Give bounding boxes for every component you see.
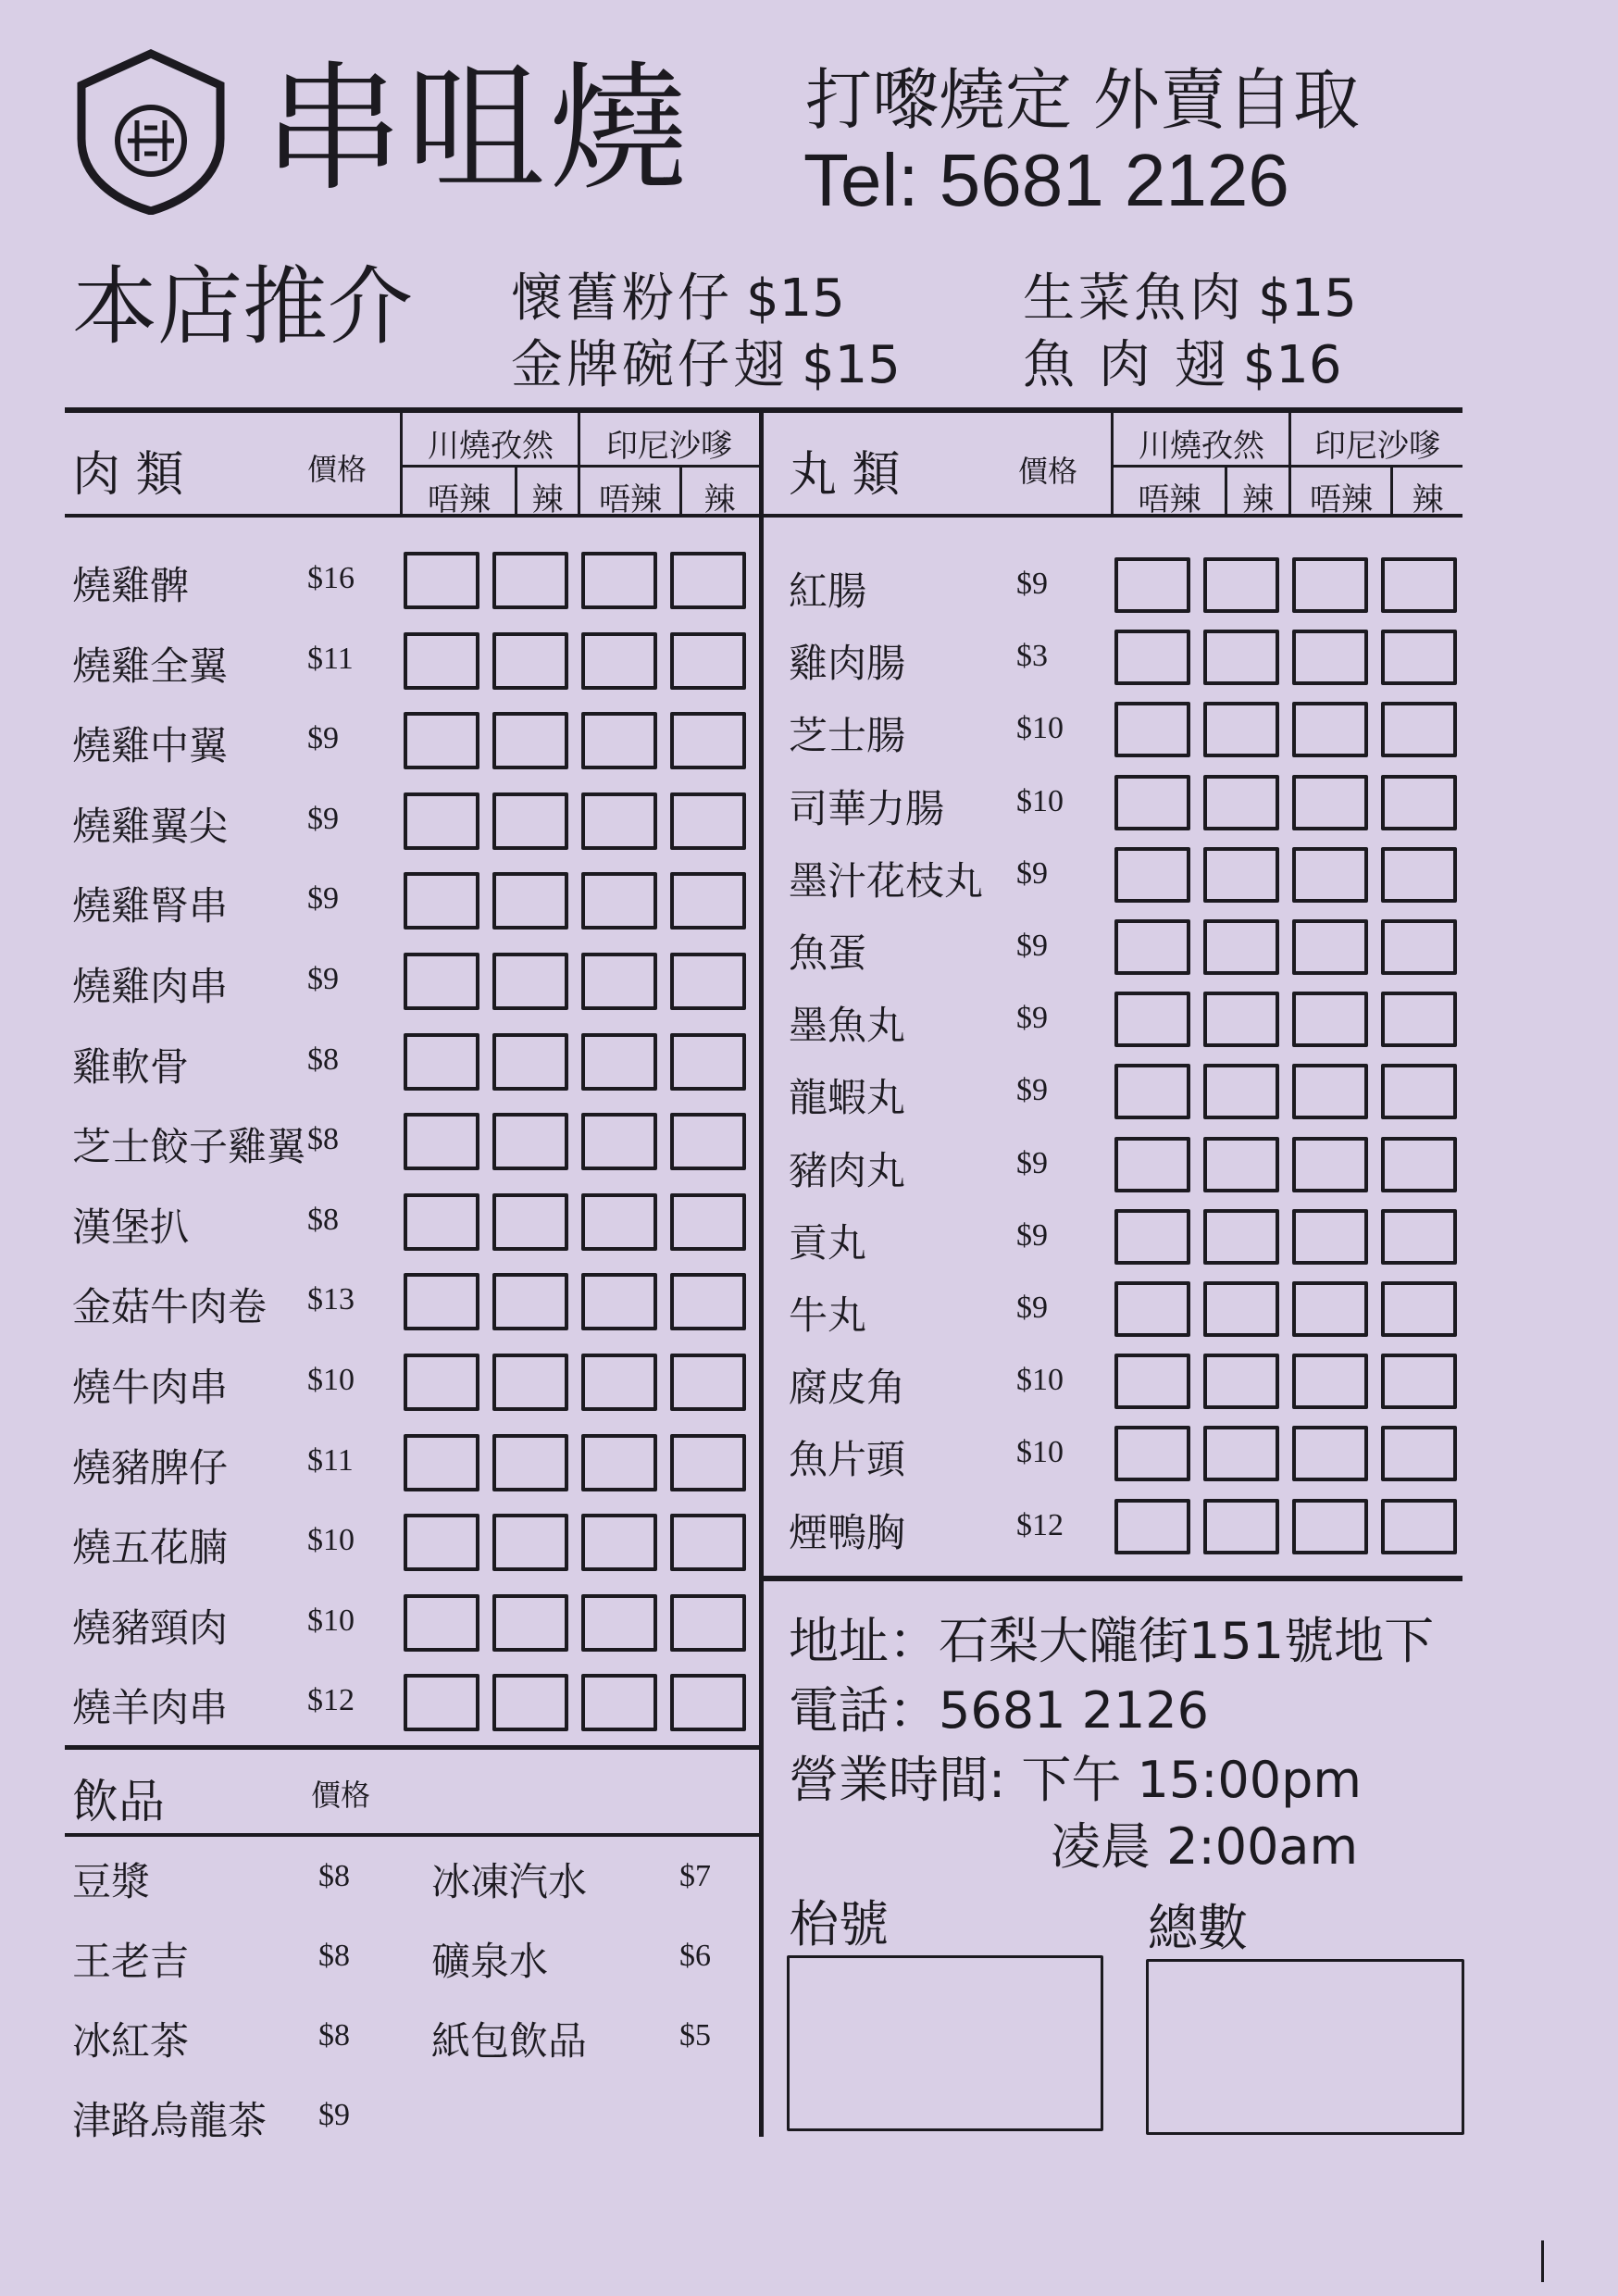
- meat-item-name: 雞軟骨: [72, 1043, 190, 1090]
- total-box[interactable]: [1146, 1959, 1464, 2135]
- drinks-price-header: 價格: [311, 1778, 371, 1813]
- meat-item-name: 漢堡扒: [72, 1204, 190, 1250]
- drink-price: $9: [318, 2098, 350, 2132]
- balls-checkbox-sauce2-notspicy[interactable]: [1292, 1209, 1368, 1265]
- recommend-item: [1023, 324, 1342, 398]
- drink-name: 冰紅茶: [72, 2018, 190, 2064]
- phone: 電話：5681 2126: [789, 1681, 1210, 1740]
- balls-checkbox-sauce1-spicy[interactable]: [1203, 1064, 1279, 1119]
- balls-checkbox-sauce2-spicy[interactable]: [1381, 775, 1457, 830]
- balls-checkbox-sauce1-spicy[interactable]: [1203, 847, 1279, 903]
- balls-checkbox-sauce2-spicy[interactable]: [1381, 992, 1457, 1047]
- meat-item-name: 燒牛肉串: [72, 1365, 229, 1410]
- balls-checkbox-sauce1-notspicy[interactable]: [1114, 919, 1190, 975]
- balls-checkbox-sauce1-spicy[interactable]: [1203, 1426, 1279, 1481]
- meat-checkbox-sauce2-notspicy[interactable]: [581, 872, 657, 930]
- balls-checkbox-sauce1-notspicy[interactable]: [1114, 630, 1190, 685]
- meat-checkbox-sauce1-notspicy[interactable]: [404, 792, 479, 850]
- balls-checkbox-sauce2-notspicy[interactable]: [1292, 1137, 1368, 1192]
- meat-checkbox-sauce2-notspicy[interactable]: [581, 1514, 657, 1571]
- table-number-box[interactable]: [787, 1955, 1103, 2131]
- meat-checkbox-sauce1-spicy[interactable]: [492, 953, 568, 1010]
- meat-item-price: $10: [307, 1603, 355, 1638]
- meat-checkbox-sauce1-spicy[interactable]: [492, 792, 568, 850]
- meat-checkbox-sauce2-notspicy[interactable]: [581, 1273, 657, 1330]
- balls-checkbox-sauce2-notspicy[interactable]: [1292, 1064, 1368, 1119]
- meat-checkbox-sauce2-notspicy[interactable]: [581, 552, 657, 609]
- drink-name: 紙包飲品: [431, 2018, 588, 2064]
- meat-s2-spicy: 辣: [703, 481, 736, 518]
- meat-checkbox-sauce1-spicy[interactable]: [492, 1193, 568, 1251]
- divider-drinks-bottom: [65, 1833, 761, 1837]
- balls-item-name: 貢丸: [789, 1219, 867, 1266]
- balls-checkbox-sauce1-notspicy[interactable]: [1114, 557, 1190, 613]
- meat-checkbox-sauce1-spicy[interactable]: [492, 632, 568, 690]
- drink-price: $6: [679, 1939, 711, 1973]
- balls-checkbox-sauce1-notspicy[interactable]: [1114, 1354, 1190, 1409]
- balls-checkbox-sauce1-spicy[interactable]: [1203, 630, 1279, 685]
- balls-checkbox-sauce2-spicy[interactable]: [1381, 557, 1457, 613]
- balls-item-price: $10: [1016, 783, 1064, 818]
- balls-checkbox-sauce2-notspicy[interactable]: [1292, 1499, 1368, 1554]
- balls-s2-notspicy: 唔辣: [1310, 481, 1373, 518]
- recommend-item-name: 金牌碗仔翅: [511, 335, 789, 395]
- balls-item-name: 雞肉腸: [789, 641, 906, 687]
- balls-s1-spicy: 辣: [1242, 481, 1274, 518]
- recommend-item-name: 懷舊粉仔: [511, 268, 733, 329]
- balls-checkbox-sauce2-notspicy[interactable]: [1292, 1354, 1368, 1409]
- meat-checkbox-sauce1-spicy[interactable]: [492, 1273, 568, 1330]
- meat-title: 肉 類: [72, 447, 184, 503]
- recommend-item-price: $15: [802, 335, 901, 395]
- balls-item-price: $9: [1016, 1001, 1048, 1036]
- hours-line-1: 營業時間: 下午 15:00pm: [789, 1751, 1363, 1809]
- meat-item-name: 燒雞全翼: [72, 643, 229, 689]
- meat-checkbox-sauce1-notspicy[interactable]: [404, 1674, 479, 1731]
- meat-s1-notspicy: 唔辣: [428, 481, 491, 518]
- balls-checkbox-sauce1-notspicy[interactable]: [1114, 1426, 1190, 1481]
- balls-item-name: 煙鴨胸: [789, 1509, 906, 1555]
- balls-sauce2-header: 印尼沙嗲: [1314, 428, 1440, 465]
- meat-checkbox-sauce2-notspicy[interactable]: [581, 712, 657, 769]
- drink-price: $5: [679, 2018, 711, 2053]
- drink-name: 津路烏龍茶: [72, 2098, 268, 2143]
- balls-checkbox-sauce1-spicy[interactable]: [1203, 1281, 1279, 1337]
- meat-checkbox-sauce1-spicy[interactable]: [492, 1594, 568, 1652]
- balls-checkbox-sauce2-spicy[interactable]: [1381, 630, 1457, 685]
- meat-checkbox-sauce1-spicy[interactable]: [492, 872, 568, 930]
- meat-checkbox-sauce2-notspicy[interactable]: [581, 1033, 657, 1091]
- balls-checkbox-sauce2-spicy[interactable]: [1381, 1209, 1457, 1265]
- meat-item-name: 燒雞肉串: [72, 964, 229, 1009]
- recommend-item: [511, 257, 845, 331]
- balls-title: 丸 類: [789, 447, 901, 503]
- balls-item-price: $9: [1016, 1145, 1048, 1180]
- meat-checkbox-sauce2-notspicy[interactable]: [581, 632, 657, 690]
- balls-s1-notspicy: 唔辣: [1138, 481, 1201, 518]
- balls-price-header: 價格: [1018, 454, 1078, 489]
- recommend-item-price: $16: [1242, 335, 1342, 395]
- balls-item-name: 墨汁花枝丸: [789, 857, 984, 904]
- header-tel: Tel: 5681 2126: [803, 139, 1289, 221]
- meat-checkbox-sauce2-notspicy[interactable]: [581, 1674, 657, 1731]
- meat-checkbox-sauce1-notspicy[interactable]: [404, 1354, 479, 1411]
- meat-item-price: $9: [307, 962, 339, 996]
- meat-checkbox-sauce1-notspicy[interactable]: [404, 1594, 479, 1652]
- meat-checkbox-sauce1-spicy[interactable]: [492, 712, 568, 769]
- meat-checkbox-sauce1-notspicy[interactable]: [404, 1113, 479, 1170]
- address: 地址：石梨大隴街151號地下: [789, 1612, 1435, 1670]
- balls-checkbox-sauce2-spicy[interactable]: [1381, 702, 1457, 757]
- balls-item-name: 紅腸: [789, 568, 867, 614]
- meat-checkbox-sauce1-spicy[interactable]: [492, 1354, 568, 1411]
- meat-checkbox-sauce2-spicy[interactable]: [670, 712, 746, 769]
- meat-checkbox-sauce2-spicy[interactable]: [670, 1354, 746, 1411]
- meat-checkbox-sauce1-spicy[interactable]: [492, 1434, 568, 1491]
- meat-item-price: $11: [307, 1442, 354, 1478]
- balls-checkbox-sauce1-spicy[interactable]: [1203, 702, 1279, 757]
- divider-center: [759, 413, 764, 2137]
- meat-item-price: $13: [307, 1282, 355, 1317]
- balls-checkbox-sauce1-spicy[interactable]: [1203, 1209, 1279, 1265]
- meat-checkbox-sauce1-notspicy[interactable]: [404, 1514, 479, 1571]
- meat-checkbox-sauce2-spicy[interactable]: [670, 552, 746, 609]
- balls-checkbox-sauce1-notspicy[interactable]: [1114, 1137, 1190, 1192]
- balls-checkbox-sauce2-notspicy[interactable]: [1292, 775, 1368, 830]
- balls-item-price: $9: [1016, 567, 1048, 601]
- meat-checkbox-sauce1-notspicy[interactable]: [404, 632, 479, 690]
- meat-item-name: 金菇牛肉卷: [72, 1284, 268, 1330]
- recommend-item-name: 魚 肉 翅: [1023, 335, 1230, 395]
- balls-checkbox-sauce2-notspicy[interactable]: [1292, 702, 1368, 757]
- drink-price: $8: [318, 1939, 350, 1973]
- divider-top: [65, 407, 1462, 413]
- balls-checkbox-sauce2-spicy[interactable]: [1381, 1354, 1457, 1409]
- balls-item-price: $9: [1016, 1073, 1048, 1108]
- total-label: 總數: [1148, 1899, 1248, 1957]
- meat-item-price: $12: [307, 1683, 355, 1718]
- meat-checkbox-sauce2-spicy[interactable]: [670, 632, 746, 690]
- meat-checkbox-sauce1-notspicy[interactable]: [404, 1434, 479, 1491]
- balls-item-name: 芝士腸: [789, 713, 906, 759]
- balls-item-price: $3: [1016, 639, 1048, 674]
- meat-checkbox-sauce2-notspicy[interactable]: [581, 792, 657, 850]
- meat-item-name: 芝士餃子雞翼: [72, 1124, 306, 1170]
- balls-checkbox-sauce2-notspicy[interactable]: [1292, 557, 1368, 613]
- balls-checkbox-sauce2-notspicy[interactable]: [1292, 847, 1368, 903]
- balls-checkbox-sauce1-spicy[interactable]: [1203, 1354, 1279, 1409]
- meat-item-name: 燒雞腎串: [72, 883, 229, 930]
- balls-checkbox-sauce2-spicy[interactable]: [1381, 847, 1457, 903]
- balls-checkbox-sauce2-spicy[interactable]: [1381, 919, 1457, 975]
- balls-checkbox-sauce1-spicy[interactable]: [1203, 775, 1279, 830]
- meat-item-name: 燒五花腩: [72, 1525, 229, 1571]
- meat-checkbox-sauce2-spicy[interactable]: [670, 1434, 746, 1491]
- meat-item-price: $9: [307, 721, 339, 756]
- meat-item-price: $16: [307, 561, 355, 595]
- meat-checkbox-sauce2-spicy[interactable]: [670, 792, 746, 850]
- meat-checkbox-sauce1-notspicy[interactable]: [404, 872, 479, 930]
- balls-item-price: $9: [1016, 929, 1048, 963]
- drink-name: 礦泉水: [431, 1939, 549, 1984]
- balls-s2-spicy: 辣: [1412, 481, 1444, 518]
- corner-mark: [1541, 2240, 1544, 2282]
- drinks-title: 飲品: [72, 1775, 165, 1828]
- divider-info-top: [761, 1576, 1462, 1581]
- meat-checkbox-sauce2-spicy[interactable]: [670, 953, 746, 1010]
- balls-checkbox-sauce2-notspicy[interactable]: [1292, 1426, 1368, 1481]
- balls-item-name: 龍蝦丸: [789, 1075, 906, 1121]
- meat-checkbox-sauce2-notspicy[interactable]: [581, 1113, 657, 1170]
- balls-checkbox-sauce2-notspicy[interactable]: [1292, 919, 1368, 975]
- meat-s1-spicy: 辣: [531, 481, 564, 518]
- meat-checkbox-sauce1-notspicy[interactable]: [404, 953, 479, 1010]
- meat-checkbox-sauce1-notspicy[interactable]: [404, 1193, 479, 1251]
- meat-sauce1-header: 川燒孜然: [428, 428, 554, 465]
- meat-item-name: 燒雞髀: [72, 563, 190, 608]
- meat-item-name: 燒雞翼尖: [72, 803, 229, 849]
- recommend-item-price: $15: [1258, 268, 1357, 329]
- balls-checkbox-sauce2-spicy[interactable]: [1381, 1281, 1457, 1337]
- balls-item-name: 牛丸: [789, 1292, 867, 1338]
- meat-s2-notspicy: 唔辣: [599, 481, 662, 518]
- meat-price-header: 價格: [307, 452, 367, 487]
- meat-checkbox-sauce1-notspicy[interactable]: [404, 1273, 479, 1330]
- balls-item-price: $9: [1016, 855, 1048, 891]
- balls-item-name: 腐皮角: [789, 1365, 906, 1411]
- meat-item-price: $8: [307, 1042, 339, 1077]
- balls-checkbox-sauce1-notspicy[interactable]: [1114, 775, 1190, 830]
- balls-checkbox-sauce2-spicy[interactable]: [1381, 1137, 1457, 1192]
- meat-checkbox-sauce2-spicy[interactable]: [670, 1113, 746, 1170]
- table-label: 枱號: [789, 1895, 889, 1953]
- balls-item-price: $10: [1016, 1435, 1064, 1470]
- balls-checkbox-sauce1-spicy[interactable]: [1203, 1137, 1279, 1192]
- balls-item-price: $9: [1016, 1217, 1048, 1253]
- balls-sauce1-header: 川燒孜然: [1139, 428, 1264, 465]
- meat-checkbox-sauce1-notspicy[interactable]: [404, 552, 479, 609]
- drink-price: $8: [318, 2018, 350, 2053]
- balls-checkbox-sauce2-spicy[interactable]: [1381, 1499, 1457, 1554]
- balls-item-name: 司華力腸: [789, 785, 945, 831]
- balls-item-name: 魚蛋: [789, 930, 867, 976]
- balls-item-name: 豬肉丸: [789, 1147, 906, 1193]
- recommend-item: [1023, 257, 1357, 331]
- balls-checkbox-sauce1-spicy[interactable]: [1203, 992, 1279, 1047]
- meat-sauce2-header: 印尼沙嗲: [606, 428, 732, 465]
- meat-item-name: 燒羊肉串: [72, 1685, 229, 1731]
- balls-checkbox-sauce1-notspicy[interactable]: [1114, 702, 1190, 757]
- balls-checkbox-sauce1-notspicy[interactable]: [1114, 1209, 1190, 1265]
- recommend-item-name: 生菜魚肉: [1023, 268, 1245, 329]
- shield-logo-icon: [72, 48, 230, 215]
- balls-item-price: $12: [1016, 1507, 1064, 1542]
- balls-checkbox-sauce2-spicy[interactable]: [1381, 1426, 1457, 1481]
- balls-checkbox-sauce2-spicy[interactable]: [1381, 1064, 1457, 1119]
- recommend-title: 本店推介: [72, 257, 414, 356]
- meat-item-price: $8: [307, 1122, 339, 1157]
- drink-price: $8: [318, 1859, 350, 1893]
- meat-item-price: $9: [307, 881, 339, 917]
- shop-logo: [72, 48, 230, 215]
- drink-name: 冰凍汽水: [431, 1859, 588, 1904]
- meat-checkbox-sauce2-spicy[interactable]: [670, 1674, 746, 1731]
- balls-item-name: 魚片頭: [789, 1437, 906, 1483]
- meat-checkbox-sauce2-notspicy[interactable]: [581, 1594, 657, 1652]
- meat-checkbox-sauce2-notspicy[interactable]: [581, 953, 657, 1010]
- slogan: 打嚟燒定 外賣自取: [805, 61, 1360, 139]
- divider-drinks-top: [65, 1745, 761, 1750]
- meat-checkbox-sauce2-notspicy[interactable]: [581, 1354, 657, 1411]
- meat-checkbox-sauce1-notspicy[interactable]: [404, 1033, 479, 1091]
- balls-checkbox-sauce1-notspicy[interactable]: [1114, 1281, 1190, 1337]
- hours-line-2: 凌晨 2:00am: [1051, 1817, 1359, 1876]
- meat-item-price: $8: [307, 1202, 339, 1237]
- meat-item-price: $9: [307, 801, 339, 836]
- drink-name: 豆漿: [72, 1859, 151, 1904]
- meat-checkbox-sauce2-spicy[interactable]: [670, 1594, 746, 1652]
- meat-checkbox-sauce1-spicy[interactable]: [492, 1113, 568, 1170]
- meat-checkbox-sauce2-spicy[interactable]: [670, 1514, 746, 1571]
- meat-item-name: 燒雞中翼: [72, 723, 229, 769]
- meat-checkbox-sauce2-notspicy[interactable]: [581, 1434, 657, 1491]
- meat-checkbox-sauce2-spicy[interactable]: [670, 1193, 746, 1251]
- balls-checkbox-sauce1-spicy[interactable]: [1203, 919, 1279, 975]
- drink-price: $7: [679, 1859, 711, 1893]
- balls-checkbox-sauce1-notspicy[interactable]: [1114, 847, 1190, 903]
- balls-item-price: $9: [1016, 1291, 1048, 1325]
- meat-item-name: 燒豬脾仔: [72, 1444, 229, 1491]
- meat-checkbox-sauce1-notspicy[interactable]: [404, 712, 479, 769]
- meat-checkbox-sauce1-spicy[interactable]: [492, 1514, 568, 1571]
- recommend-item-price: $15: [746, 268, 845, 329]
- recommend-item: [511, 324, 901, 398]
- balls-checkbox-sauce1-notspicy[interactable]: [1114, 1064, 1190, 1119]
- meat-checkbox-sauce1-spicy[interactable]: [492, 552, 568, 609]
- balls-checkbox-sauce1-notspicy[interactable]: [1114, 1499, 1190, 1554]
- meat-item-price: $10: [307, 1523, 355, 1558]
- drink-name: 王老吉: [72, 1939, 190, 1984]
- balls-checkbox-sauce1-spicy[interactable]: [1203, 557, 1279, 613]
- meat-item-price: $11: [307, 641, 354, 676]
- meat-item-name: 燒豬頸肉: [72, 1604, 229, 1651]
- balls-item-price: $10: [1016, 1363, 1064, 1398]
- shop-name: 串咀燒: [264, 49, 692, 210]
- balls-checkbox-sauce2-notspicy[interactable]: [1292, 630, 1368, 685]
- balls-checkbox-sauce1-spicy[interactable]: [1203, 1499, 1279, 1554]
- meat-checkbox-sauce1-spicy[interactable]: [492, 1033, 568, 1091]
- meat-checkbox-sauce2-spicy[interactable]: [670, 872, 746, 930]
- balls-checkbox-sauce1-notspicy[interactable]: [1114, 992, 1190, 1047]
- balls-checkbox-sauce2-notspicy[interactable]: [1292, 992, 1368, 1047]
- meat-checkbox-sauce2-spicy[interactable]: [670, 1033, 746, 1091]
- meat-item-price: $10: [307, 1363, 355, 1397]
- meat-checkbox-sauce2-spicy[interactable]: [670, 1273, 746, 1330]
- balls-item-price: $10: [1016, 711, 1064, 746]
- balls-item-name: 墨魚丸: [789, 1003, 906, 1049]
- meat-checkbox-sauce1-spicy[interactable]: [492, 1674, 568, 1731]
- meat-checkbox-sauce2-notspicy[interactable]: [581, 1193, 657, 1251]
- balls-checkbox-sauce2-notspicy[interactable]: [1292, 1281, 1368, 1337]
